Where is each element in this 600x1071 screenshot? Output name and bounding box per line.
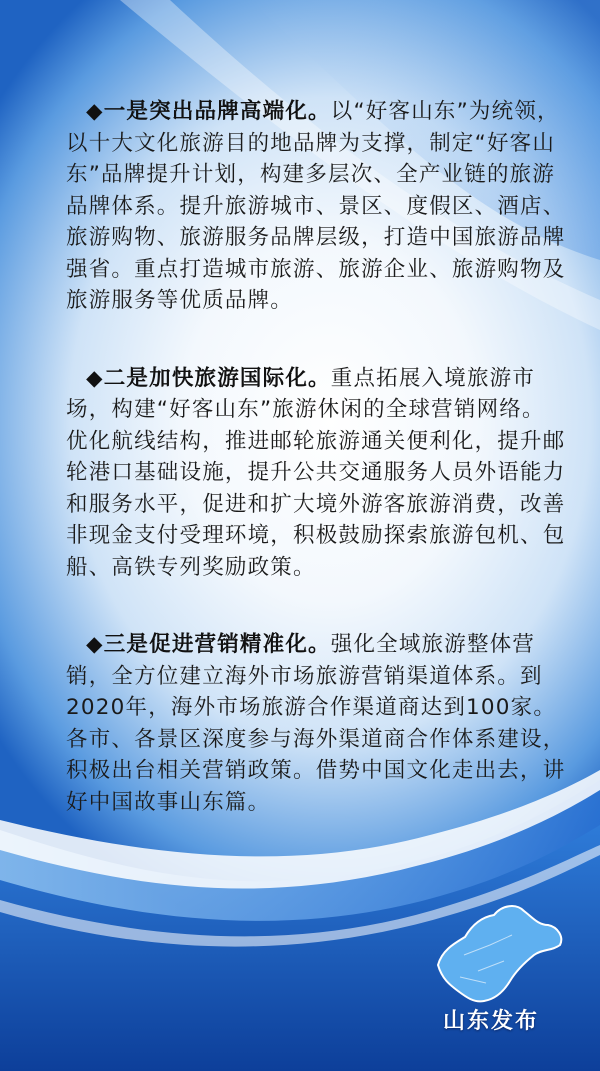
logo-label: 山东发布 <box>442 1009 539 1034</box>
article-content <box>66 96 566 864</box>
paragraph-lead: ◆二是加快旅游国际化。 <box>86 365 331 391</box>
paragraph-body: 强化全域旅游整体营销，全方位建立海外市场旅游营销渠道体系。到2020年，海外市场旅游合作渠道商达到100家。各市、各景区深度参与海外渠道商合作体系建设，积极出台相关营销政策。借势中国文化走出去，讲好中国故事山东篇。 <box>66 632 566 815</box>
paragraph-body: 以“好客山东”为统领，以十大文化旅游目的地品牌为支撑，制定“好客山东”品牌提升计划，构建多层次、全产业链的旅游品牌体系。提升旅游城市、景区、度假区、酒店、旅游购物、旅游服务品牌层级，打造中国旅游品牌强省。重点打造城市旅游、旅游企业、旅游购物及旅游服务等优质品牌。 <box>66 99 566 313</box>
paragraph-marketing <box>66 629 566 818</box>
paragraph-lead: ◆三是促进营销精准化。 <box>86 632 331 657</box>
paragraph-brand <box>66 96 566 317</box>
paragraph-lead: ◆一是突出品牌高端化。 <box>86 99 331 124</box>
paragraph-body: 重点拓展入境旅游市场，构建“好客山东”旅游休闲的全球营销网络。优化航线结构，推进邮轮旅游通关便利化，提升邮轮港口基础设施，提升公共交通服务人员外语能力和服务水平，促进和扩大境外游客旅游消费，改善非现金支付受理环境，积极鼓励探索旅游包机、包船、高铁专列奖励政策。 <box>66 365 566 580</box>
paragraph-international <box>66 363 566 584</box>
